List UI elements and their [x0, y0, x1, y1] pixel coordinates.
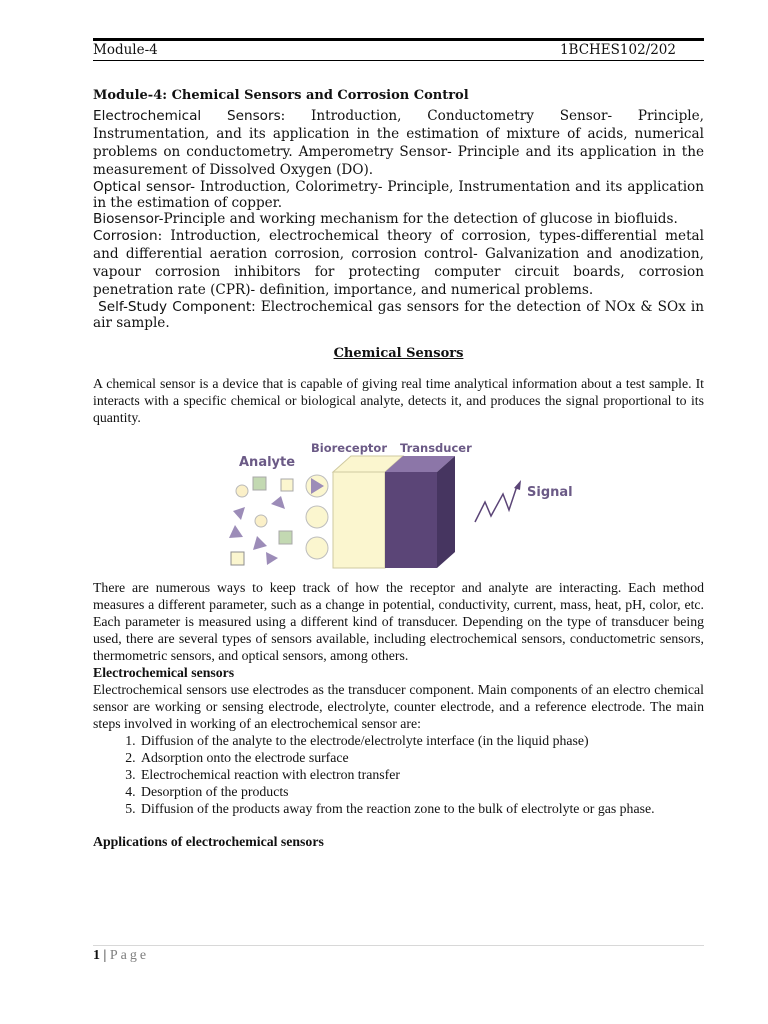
header-course-code: 1BCHES102/202 [559, 42, 676, 58]
transducer-block-side [437, 456, 455, 568]
analyte-triangle [233, 507, 245, 520]
syllabus-biosensor [93, 211, 704, 227]
list-item: 2. Adsorption onto the electrode surface [139, 749, 704, 766]
page-footer [93, 948, 149, 964]
header-module: Module-4 [93, 42, 158, 58]
footer-rule [93, 945, 704, 946]
signal-arrowhead [514, 480, 521, 490]
footer-separator: | [103, 948, 107, 963]
bioreceptor-layer [333, 472, 385, 568]
syllabus-corrosion-text: : Introduction, electrochemical theory of corrosion, types-differential metal and differential aeration corrosion, corrosion control- Galvanization and anodization, vapour corrosion inhibitors for protecting computer circuit boards, corrosion penetration rate (CPR)- definition, importance, and numerical problems. [93, 228, 704, 298]
analyte-triangle [271, 496, 285, 509]
list-item: 5. Diffusion of the products away from the reaction zone to the bulk of electrolyte or gas phase. [139, 800, 704, 817]
analyte-label: Analyte [239, 455, 296, 470]
analyte-square-yellow [231, 552, 244, 565]
bioreceptor-label: Bioreceptor [311, 441, 387, 455]
syllabus-self-study-label: Self-Study Component: [98, 299, 256, 315]
list-item: 4. Desorption of the products [139, 783, 704, 800]
module-title: Module-4: Chemical Sensors and Corrosion Control [93, 88, 469, 103]
analyte-circle [255, 515, 267, 527]
syllabus-biosensor-label: Biosensor- [93, 211, 164, 227]
syllabus-electrochemical-label: Electrochemical Sensors [93, 108, 281, 124]
sensor-diagram [223, 434, 573, 569]
analyte-triangle [266, 552, 278, 565]
applications-heading: Applications of electrochemical sensors [93, 834, 324, 849]
transducer-label: Transducer [400, 441, 472, 455]
analyte-square-green [253, 477, 266, 490]
receptor-circle [306, 506, 328, 528]
analyte-circle [236, 485, 248, 497]
syllabus-electrochemical [93, 107, 704, 179]
analyte-square-green [279, 531, 292, 544]
syllabus-biosensor-text: Principle and working mechanism for the detection of glucose in biofluids. [163, 211, 678, 227]
page-label: Page [109, 948, 150, 963]
analyte-triangle [253, 536, 267, 550]
syllabus-self-study-text: Electrochemical gas sensors for the detection of NOx & SOx in air sample. [93, 299, 705, 331]
syllabus-corrosion-label: Corrosion [93, 228, 158, 244]
receptor-circle [306, 537, 328, 559]
intro-paragraph: A chemical sensor is a device that is capable of giving real time analytical information about a test sample. It interacts with a specific chemical or biological analyte, detects it, and produces the signal proportional to its quantity. [93, 376, 704, 425]
syllabus-optical-label: Optical sensor- [93, 179, 196, 195]
list-item: 3. Electrochemical reaction with electron transfer [139, 766, 704, 783]
page-content [93, 88, 704, 850]
signal-label: Signal [527, 485, 573, 500]
syllabus-electrochemical-text: : Introduction, Conductometry Sensor- Principle, Instrumentation, and its application in the estimation of mixture of acids, numerical problems on conductometry. Amperometry Sensor- Principle and its application in the measurement of Dissolved Oxygen (DO). [93, 108, 704, 178]
analyte-triangle [229, 525, 243, 538]
electrochemical-paragraph: Electrochemical sensors use electrodes as the transducer component. Main components of an electro chemical sensor are working or sensing electrode, electrolyte, counter electrode, and a reference electrode. The main steps involved in working of an electrochemical sensor are: [93, 682, 704, 731]
list-item: 1. Diffusion of the analyte to the electrode/electrolyte interface (in the liquid phase) [139, 732, 704, 749]
analyte-square-yellow [281, 479, 293, 491]
paragraph-transducers: There are numerous ways to keep track of how the receptor and analyte are interacting. Each method measures a different parameter, such as a change in potential, conductivity, current, mass, heat, pH, color, etc. Each parameter is measured using a different kind of transducer. Depending on the type of transducer being used, there are several types of sensors available, including electrochemical sensors, conductometric sensors, thermometric sensors, and optical sensors, among others. [93, 580, 704, 663]
signal-line [475, 486, 517, 522]
transducer-block [385, 472, 437, 568]
syllabus-self-study [93, 299, 704, 331]
page-number: 1 [93, 948, 100, 963]
header-bottom-rule [93, 60, 704, 61]
header-top-rule [93, 38, 704, 41]
working-steps-list [93, 732, 704, 817]
syllabus-optical [93, 179, 704, 211]
electrochemical-heading: Electrochemical sensors [93, 665, 235, 680]
syllabus-corrosion [93, 227, 704, 299]
section-title: Chemical Sensors [333, 346, 464, 361]
syllabus-optical-text: Introduction, Colorimetry- Principle, Instrumentation and its application in the estimation of copper. [93, 179, 704, 211]
